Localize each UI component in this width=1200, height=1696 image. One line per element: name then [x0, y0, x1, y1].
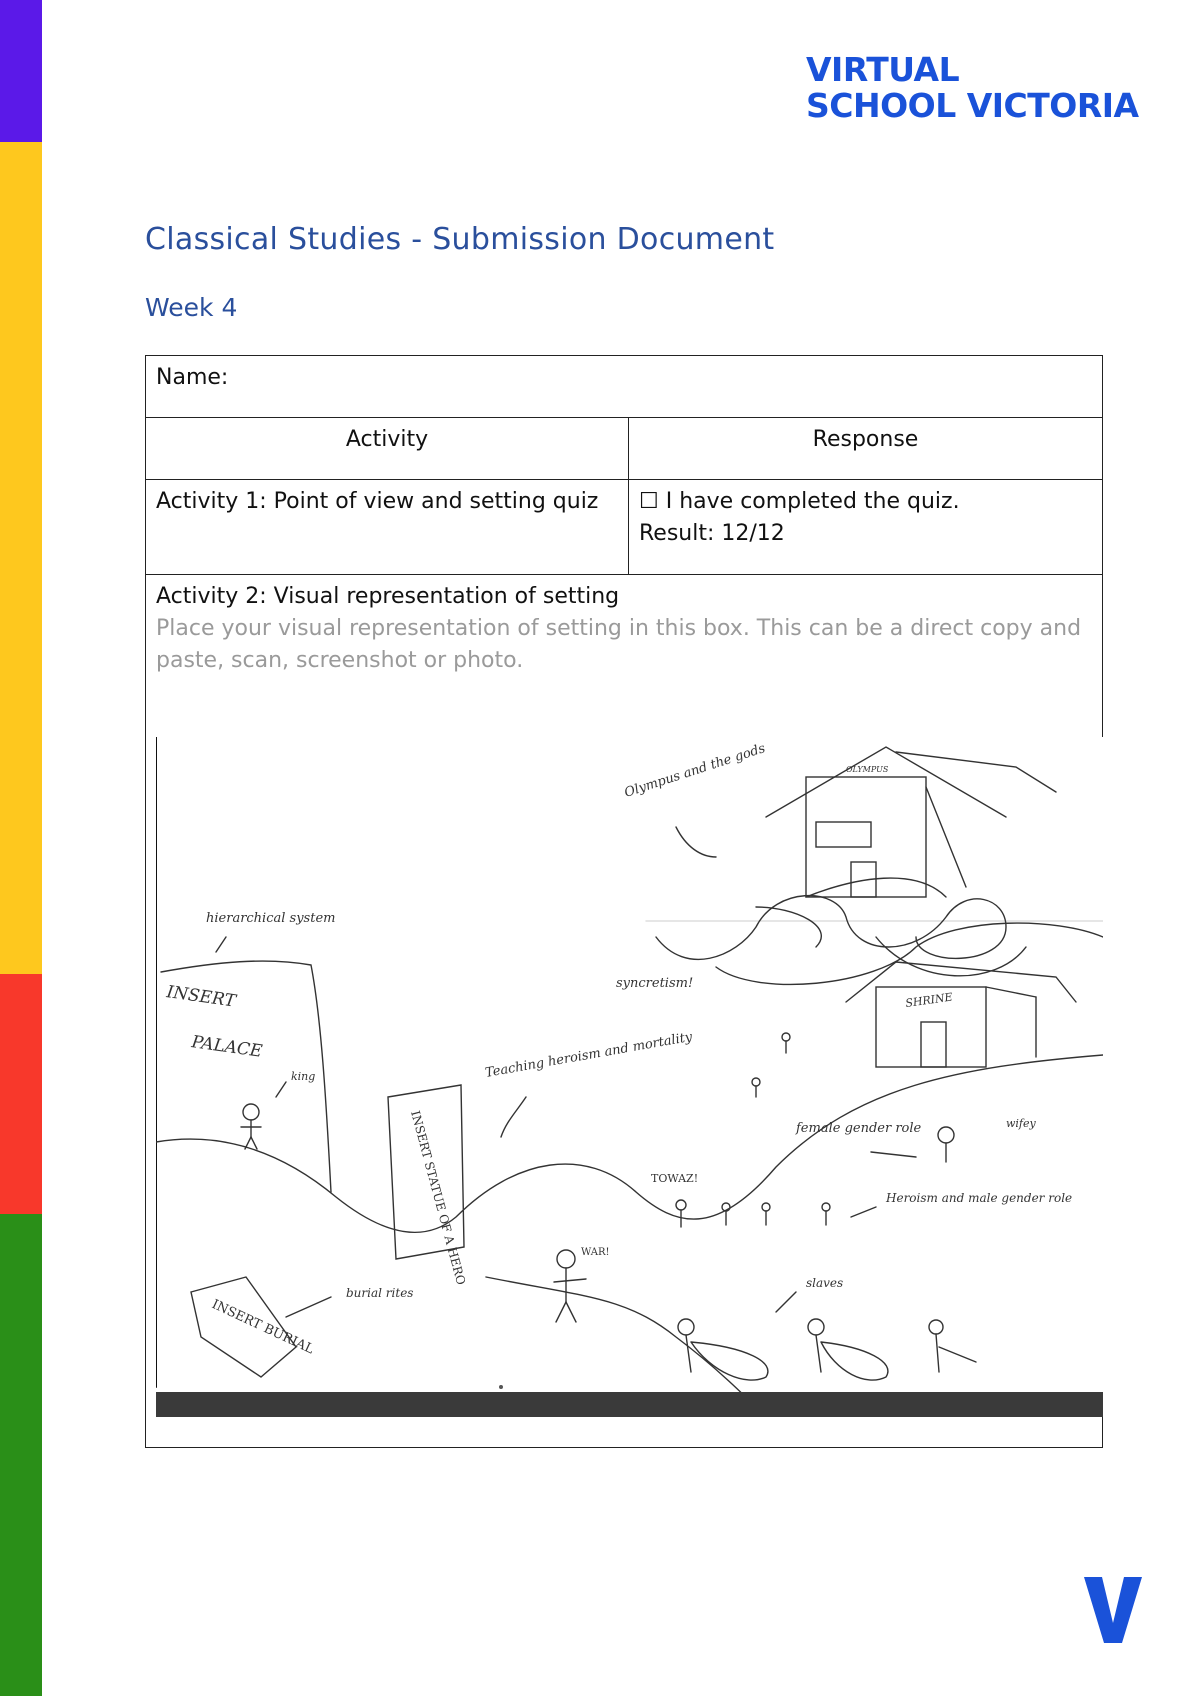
sketch-olympus-roof: [766, 747, 1006, 817]
sketch-slave-figure-3: [929, 1320, 976, 1372]
page-title: Classical Studies - Submission Document: [145, 222, 775, 257]
name-cell[interactable]: [146, 356, 1103, 418]
vsv-logo: [806, 52, 1139, 124]
quiz-complete-text: I have completed the quiz.: [665, 489, 960, 514]
sketch-label-king: king: [291, 1070, 316, 1083]
logo-line-1: VIRTUAL: [806, 50, 960, 89]
sketch-palace-arrow: [216, 937, 226, 952]
logo-line-2: SCHOOL VICTORIA: [806, 86, 1139, 125]
response-header: Response: [629, 418, 1103, 480]
brand-stripe-yellow: [0, 142, 42, 974]
activity-2-placeholder: Place your visual representation of setting in this box. This can be a direct copy and paste, scan, screenshot or photo.: [156, 616, 1082, 673]
sketch-label-syncretism: syncretism!: [616, 976, 694, 991]
quiz-result: Result: 12/12: [639, 521, 785, 546]
sketch-arrow-slaves: [776, 1292, 796, 1312]
brand-stripe-green: [0, 1214, 42, 1696]
sketch-label-hierarchical: hierarchical system: [206, 911, 336, 926]
sketch-olympus-roof-2: [896, 752, 1056, 792]
sketch-cloud-2: [716, 923, 1103, 984]
sketch-label-heroism-male: Heroism and male gender role: [886, 1191, 1073, 1205]
sketch-shrine-door: [921, 1022, 946, 1067]
sketch-king-figure: [241, 1104, 261, 1149]
quiz-checkbox[interactable]: ☐: [639, 489, 659, 514]
sketch-label-palace: PALACE: [190, 1032, 264, 1062]
sketch-slave-figure-2: [808, 1319, 888, 1380]
sketch-arrow-female: [871, 1152, 916, 1157]
sketch-olympus-side: [926, 787, 966, 887]
sketch-shrine-side: [986, 987, 1036, 997]
sketch-cloud-1: [656, 896, 1006, 960]
sketch-label-burial: burial rites: [346, 1286, 414, 1300]
sketch-arrow-statue: [501, 1097, 526, 1137]
sketch-cloud-4: [876, 937, 1026, 976]
sketch-arrow-king: [276, 1082, 286, 1097]
vsv-v-mark: [1082, 1575, 1144, 1645]
week-heading: Week 4: [145, 293, 238, 322]
sketch-label-statue: INSERT STATUE OF A HERO: [408, 1109, 469, 1287]
activity-1-response: [629, 480, 1103, 575]
brand-stripe-purple: [0, 0, 42, 142]
sketch-label-female: female gender role: [796, 1121, 922, 1136]
sketch-label-slaves: slaves: [806, 1276, 844, 1290]
sketch-label-heroism-teaching: Teaching heroism and mortality: [484, 1029, 694, 1081]
sketch-bottom-bar: [156, 1392, 1103, 1417]
sketch-label-olympus: Olympus and the gods: [622, 741, 768, 801]
activity-1-label: Activity 1: Point of view and setting quiz: [146, 480, 629, 575]
activity-2-label: Activity 2: Visual representation of setting: [156, 584, 620, 609]
setting-sketch-image: [156, 737, 1103, 1417]
sketch-label-insert-burial: INSERT BURIAL: [209, 1297, 317, 1358]
sketch-label-olympus-roof: OLYMPUS: [846, 765, 889, 774]
sketch-label-war: WAR!: [581, 1247, 610, 1258]
brand-stripe-red: [0, 974, 42, 1214]
sketch-arrow-olympus: [676, 827, 716, 857]
name-label: Name:: [156, 365, 229, 390]
sketch-label-towaz: TOWAZ!: [651, 1172, 699, 1185]
sketch-war-figure: [554, 1250, 586, 1322]
sketch-olympus-window: [816, 822, 871, 847]
sketch-arrow-heroism: [851, 1207, 876, 1217]
sketch-label-shrine: SHRINE: [904, 990, 954, 1010]
sketch-arrow-burial: [286, 1297, 331, 1317]
sketch-label-wifey: wifey: [1006, 1117, 1036, 1130]
activity-header: Activity: [146, 418, 629, 480]
sketch-dot: [499, 1385, 503, 1389]
sketch-label-insert: INSERT: [165, 982, 237, 1012]
